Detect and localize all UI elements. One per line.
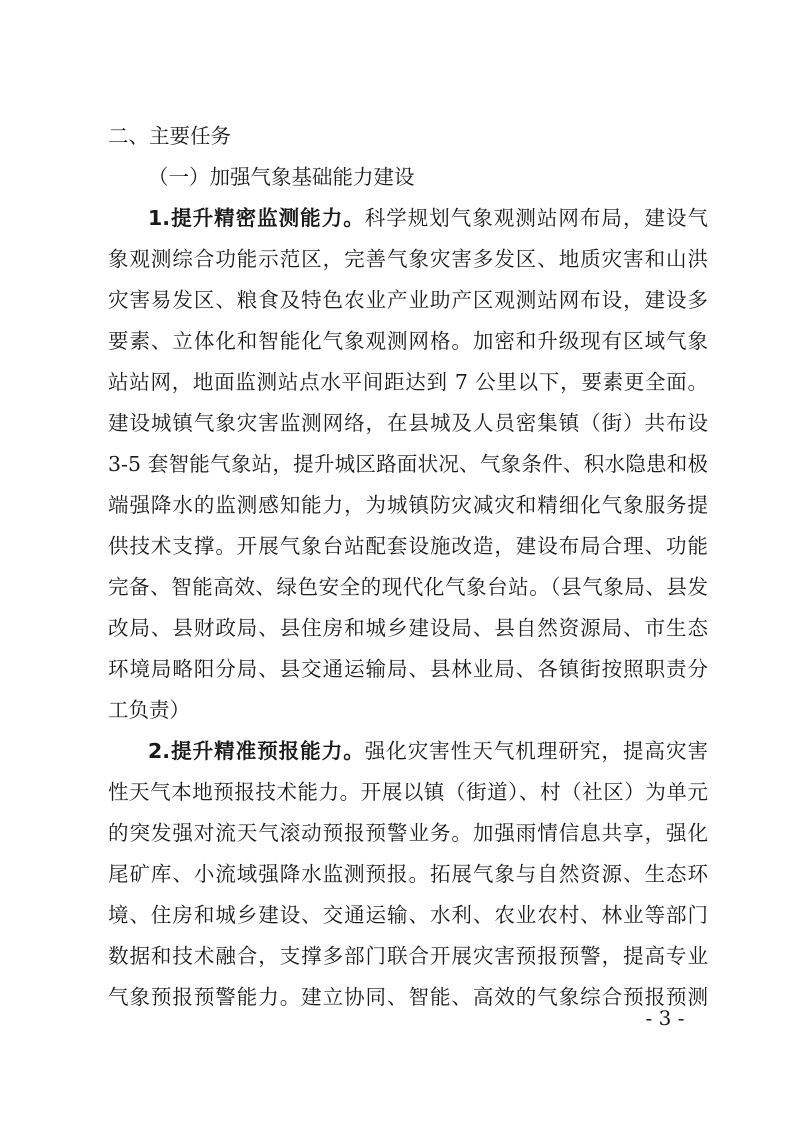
paragraph-1-line-11: 改局、县财政局、县住房和城乡建设局、县自然资源局、市生态 [108,616,708,640]
section-heading: 二、主要任务 [108,124,231,148]
paragraph-1-line-4: 要素、立体化和智能化气象观测网格。加密和升级现有区域气象 [108,329,708,353]
paragraph-1-line-12: 环境局略阳分局、县交通运输局、县林业局、各镇街按照职责分 [108,657,708,681]
paragraph-1-line-2: 象观测综合功能示范区，完善气象灾害多发区、地质灾害和山洪 [108,247,708,271]
paragraph-1-line-1 [148,203,708,233]
page-number: - 3 - [645,1006,685,1030]
item-1-title: 1.提升精密监测能力。 [148,206,365,230]
paragraph-2-line-4: 尾矿库、小流域强降水监测预报。拓展气象与自然资源、生态环 [108,862,708,886]
paragraph-1-line-6: 建设城镇气象灾害监测网络，在县城及人员密集镇（街）共布设 [108,411,708,435]
paragraph-2-line-6: 数据和技术融合，支撑多部门联合开展灾害预报预警，提高专业 [108,944,708,968]
paragraph-1-line-7: 3-5 套智能气象站，提升城区路面状况、气象条件、积水隐患和极 [108,452,708,476]
item-2-title: 2.提升精准预报能力。 [148,739,365,763]
paragraph-1-line-8: 端强降水的监测感知能力，为城镇防灾减灾和精细化气象服务提 [108,493,708,517]
paragraph-2-line-7: 气象预报预警能力。建立协同、智能、高效的气象综合预报预测 [108,985,708,1009]
paragraph-2-line-1 [148,736,708,766]
paragraph-2-line-5: 境、住房和城乡建设、交通运输、水利、农业农村、林业等部门 [108,903,708,927]
paragraph-1-line-13: 工负责） [108,698,190,722]
paragraph-1-line-3: 灾害易发区、粮食及特色农业产业助产区观测站网布设，建设多 [108,288,708,312]
subsection-heading: （一）加强气象基础能力建设 [148,165,415,189]
item-1-text: 科学规划气象观测站网布局，建设气 [364,206,708,230]
paragraph-1-line-9: 供技术支撑。开展气象台站配套设施改造，建设布局合理、功能 [108,534,708,558]
paragraph-2-line-3: 的突发强对流天气滚动预报预警业务。加强雨情信息共享，强化 [108,821,708,845]
item-2-text: 强化灾害性天气机理研究，提高灾害 [364,739,708,763]
paragraph-2-line-2: 性天气本地预报技术能力。开展以镇（街道）、村（社区）为单元 [108,780,708,804]
paragraph-1-line-10: 完备、智能高效、绿色安全的现代化气象台站。（县气象局、县发 [108,575,708,599]
paragraph-1-line-5: 站站网，地面监测站点水平间距达到 7 公里以下，要素更全面。 [108,370,708,394]
